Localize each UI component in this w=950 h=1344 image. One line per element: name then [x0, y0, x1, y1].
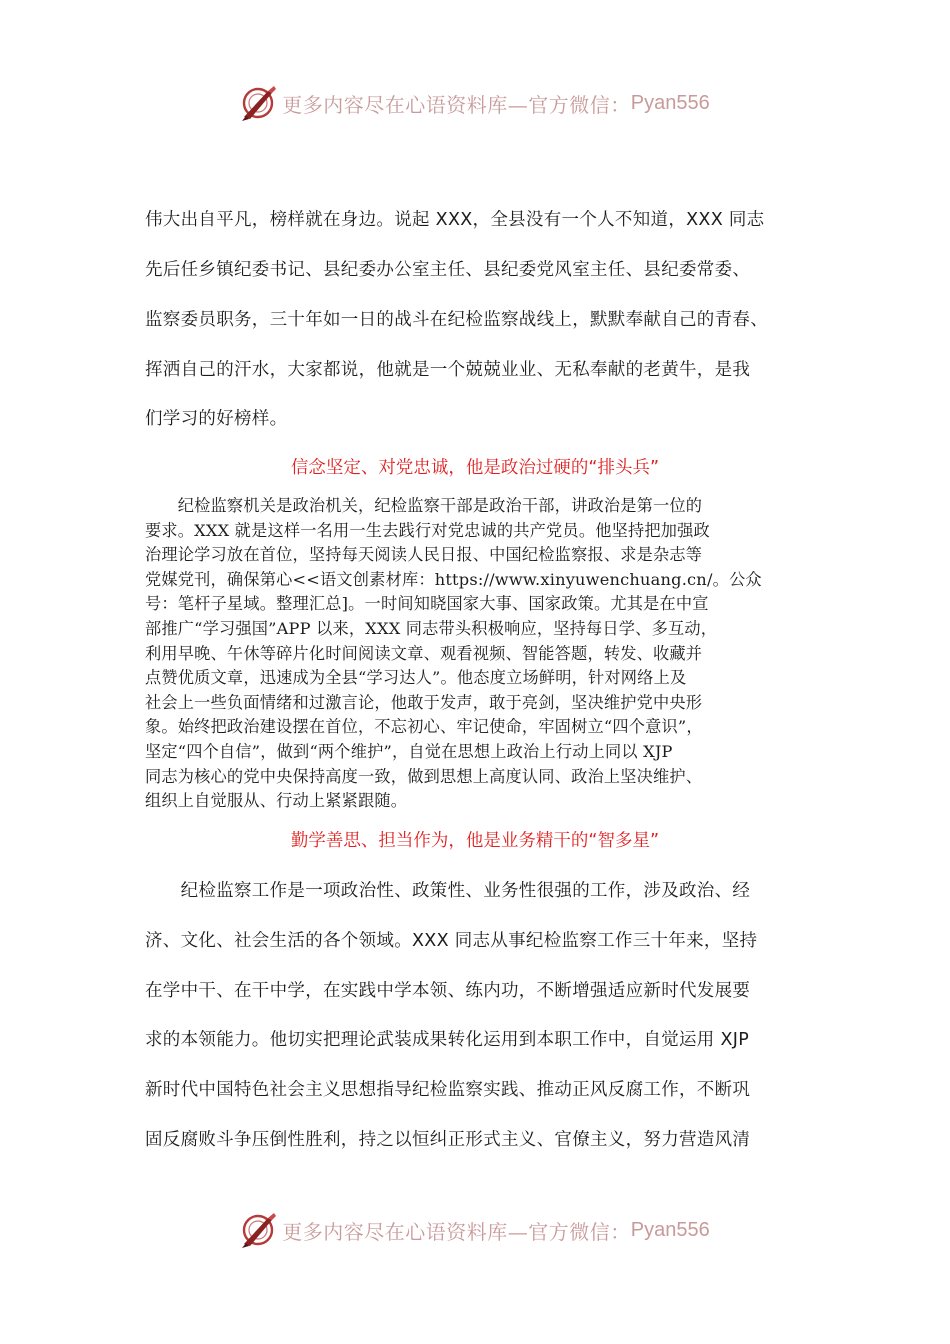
watermark-wechat-id: Pyan556 — [630, 91, 710, 114]
section1-line: 党媒党刊，确保第心<<语文创素材库：https://www.xinyuwenchuang.cn/。公众 — [145, 569, 762, 589]
section2-line: 纪检监察工作是一项政治性、政策性、业务性很强的工作，涉及政治、经 — [145, 881, 751, 901]
section1-line: 坚定“四个自信”，做到“两个维护”，自觉在思想上政治上行动上同以 XJP — [145, 742, 673, 761]
header-watermark — [0, 78, 950, 128]
section-heading-1: 信念坚定、对党忠诚，他是政治过硬的“排头兵” — [290, 458, 660, 478]
section1-line: 号：笔杆子星域。整理汇总]。一时间知晓国家大事、国家政策。尤其是在中宣 — [145, 594, 709, 614]
pen-seal-logo-icon — [238, 1210, 278, 1250]
section-heading-2: 勤学善思、担当作为，他是业务精干的“智多星” — [290, 831, 660, 851]
intro-line: 先后任乡镇纪委书记、县纪委办公室主任、县纪委党风室主任、县纪委常委、 — [145, 260, 751, 280]
section1-line: 纪检监察机关是政治机关，纪检监察干部是政治干部，讲政治是第一位的 — [145, 496, 703, 515]
section1-line: 组织上自觉服从、行动上紧紧跟随。 — [145, 791, 408, 811]
intro-line: 伟大出自平凡，榜样就在身边。说起 XXX，全县没有一个人不知道，XXX 同志 — [145, 210, 765, 230]
section1-line: 象。始终把政治建设摆在首位，不忘初心、牢记使命，牢固树立“四个意识”， — [145, 717, 703, 737]
pen-seal-logo-icon — [238, 83, 278, 123]
intro-line: 监察委员职务，三十年如一日的战斗在纪检监察战线上，默默奉献自己的青春、 — [145, 310, 768, 330]
footer-watermark — [0, 1205, 950, 1255]
watermark-text: 更多内容尽在心语资料库—官方微信： — [282, 92, 631, 117]
watermark-text: 更多内容尽在心语资料库—官方微信： — [282, 1219, 631, 1244]
section2-line: 济、文化、社会生活的各个领域。XXX 同志从事纪检监察工作三十年来，坚持 — [145, 931, 758, 951]
section1-line: 利用早晚、午休等碎片化时间阅读文章、观看视频、智能答题，转发、收藏并 — [145, 643, 703, 663]
section2-line: 求的本领能力。他切实把理论武装成果转化运用到本职工作中，自觉运用 XJP — [145, 1030, 750, 1050]
watermark-wechat-id: Pyan556 — [630, 1218, 710, 1241]
intro-line: 挥洒自己的汗水，大家都说，他就是一个兢兢业业、无私奉献的老黄牛，是我 — [145, 360, 751, 380]
section1-line: 部推广“学习强国”APP 以来，XXX 同志带头积极响应，坚持每日学、多互动， — [145, 619, 718, 638]
section2-line: 新时代中国特色社会主义思想指导纪检监察实践、推动正风反腐工作，不断巩 — [145, 1080, 751, 1100]
section1-line: 同志为核心的党中央保持高度一致，做到思想上高度认同、政治上坚决维护、 — [145, 766, 703, 786]
section1-line: 治理论学习放在首位，坚持每天阅读人民日报、中国纪检监察报、求是杂志等 — [145, 545, 703, 565]
section2-line: 在学中干、在干中学，在实践中学本领、练内功，不断增强适应新时代发展要 — [145, 981, 751, 1001]
section1-line: 社会上一些负面情绪和过激言论，他敢于发声，敢于亮剑，坚决维护党中央形 — [145, 692, 703, 712]
section1-line: 要求。XXX 就是这样一名用一生去践行对党忠诚的共产党员。他坚持把加强政 — [145, 520, 710, 540]
section2-line: 固反腐败斗争压倒性胜利，持之以恒纠正形式主义、官僚主义，努力营造风清 — [145, 1130, 751, 1150]
section1-line: 点赞优质文章，迅速成为全县“学习达人”。他态度立场鲜明，针对网络上及 — [145, 668, 687, 688]
intro-line: 们学习的好榜样。 — [145, 409, 288, 429]
